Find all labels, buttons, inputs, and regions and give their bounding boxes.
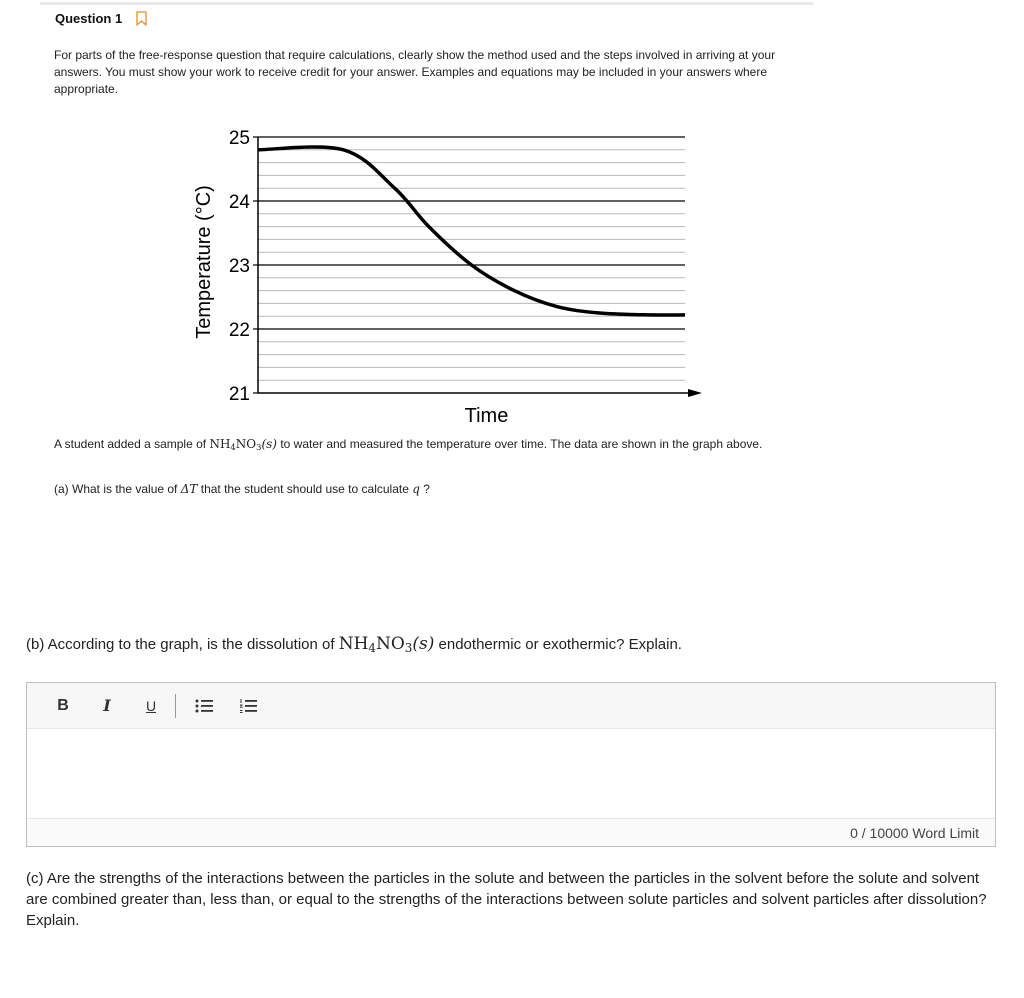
question-header [55, 11, 147, 26]
bold-button[interactable]: B [57, 696, 69, 714]
part-b-formula: $NH_4NO_3(s)$ [338, 634, 435, 655]
y-tick-label: 25 [228, 128, 250, 149]
y-tick-label: 23 [228, 256, 250, 277]
editor-toolbar [27, 683, 995, 729]
temperature-chart [180, 118, 710, 433]
top-divider [40, 2, 813, 5]
bullet-list-button[interactable] [182, 691, 226, 721]
numbered-list-button[interactable] [226, 691, 270, 721]
q-symbol: q [412, 482, 420, 496]
toolbar-separator [175, 694, 176, 718]
italic-button[interactable]: I [103, 696, 111, 715]
x-axis-arrow [688, 389, 702, 397]
temperature-line [258, 147, 685, 315]
bullet-list-icon [195, 698, 213, 714]
y-axis-label: Temperature (°C) [193, 185, 215, 339]
word-count: 0 / 10000 Word Limit [850, 824, 979, 841]
y-tick-label: 21 [228, 384, 250, 405]
answer-textarea[interactable] [27, 729, 995, 819]
part-b-prompt: (b) According to the graph, is the dissolution of $NH_4NO_3(s)$ endothermic or exothermic? Explain. [26, 634, 682, 655]
stem-text-after: to water and measured the temperature over time. The data are shown in the graph above. [276, 437, 763, 451]
delta-t-symbol: ΔT [180, 482, 198, 496]
stem-formula: $NH_4NO_3(s)$ [209, 437, 277, 453]
bookmark-icon[interactable] [136, 11, 147, 26]
underline-button[interactable]: U [145, 697, 157, 714]
part-c-prompt: (c) Are the strengths of the interactions between the particles in the solute and between the particles in the solvent before the solute and solvent are combined greater than, less than, or equal to the strengths of the interactions between solute particles and solvent particles after dissolution? Explain. [26, 870, 987, 929]
numbered-list-icon [239, 698, 257, 714]
question-title: Question 1 [55, 11, 123, 26]
x-axis-label: Time [464, 405, 509, 427]
y-tick-label: 24 [228, 192, 250, 213]
instructions-text: For parts of the free-response question that require calculations, clearly show the method used and the steps involved in arriving at your answers. You must show your work to receive credit for your answer. Examples and equations may be included in your answers where appropriate. [54, 48, 776, 96]
answer-editor [26, 682, 996, 847]
question-stem [54, 437, 762, 451]
part-a-prompt: (a) What is the value of ΔT that the student should use to calculate q ? [54, 482, 430, 496]
stem-text-before: A student added a sample of [54, 437, 210, 451]
editor-footer [27, 818, 995, 846]
y-tick-label: 22 [228, 320, 250, 341]
